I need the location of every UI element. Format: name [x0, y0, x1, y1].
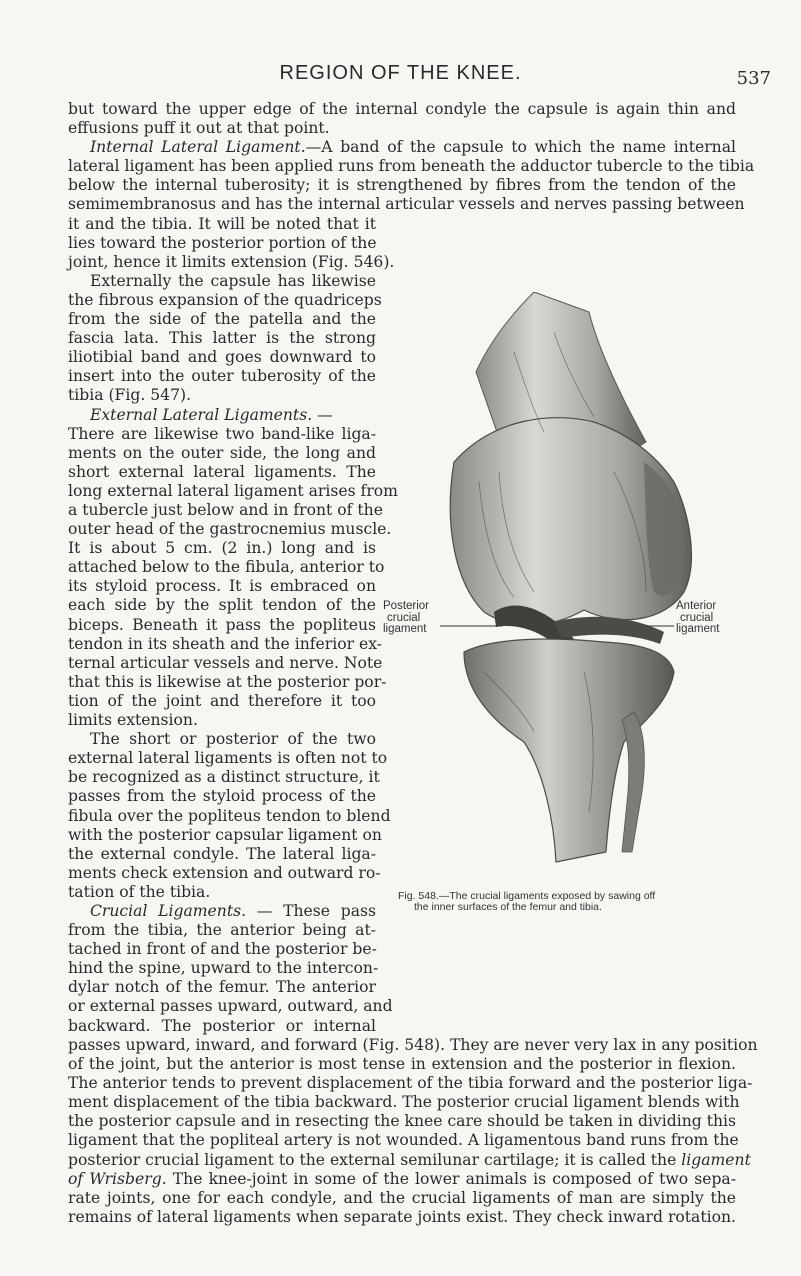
text-line: that this is likewise at the posterior por-: [68, 672, 387, 691]
text-line: iliotibial band and goes downward to: [68, 348, 376, 367]
knee-illustration: [384, 292, 736, 904]
label-line: crucial: [387, 611, 421, 624]
text-line: ternal articular vessels and nerve. Note: [68, 653, 383, 672]
text-line: hind the spine, upward to the intercon-: [68, 959, 379, 978]
text-line: limits extension.: [68, 711, 198, 730]
text-line: long external lateral ligament arises from: [68, 481, 398, 500]
label-line: Posterior: [383, 600, 430, 612]
figure-caption: [398, 891, 748, 913]
text-line: tation of the tibia.: [68, 882, 211, 901]
fibula: [622, 712, 644, 852]
text-line: the posterior capsule and in resecting the knee care should be taken in dividing this: [68, 1112, 736, 1131]
section-heading-external: External Lateral Ligaments.: [90, 405, 313, 424]
text-line: ments on the outer side, the long and: [68, 443, 376, 462]
text-line: ligament that the popliteal artery is not wounded. A ligamentous band runs from the: [68, 1131, 739, 1150]
text-line: rate joints, one for each condyle, and the crucial ligaments of man are simply the: [68, 1188, 736, 1207]
text-line: [68, 1170, 736, 1189]
text-line: biceps. Beneath it pass the popliteus: [68, 615, 376, 634]
text-line: but toward the upper edge of the internal condyle the capsule is again thin and: [68, 100, 736, 118]
text-line: attached below to the fibula, anterior to: [68, 558, 385, 577]
text-line: the external condyle. The lateral liga-: [68, 844, 376, 863]
text-line: fascia lata. This latter is the strong: [68, 329, 376, 348]
text-line: tibia (Fig. 547).: [68, 386, 192, 405]
caption-line: Fig. 548.—The crucial ligaments exposed by sawing off: [398, 890, 656, 902]
text-line: The short or posterior of the two: [90, 730, 376, 749]
text-line: its styloid process. It is embraced on: [68, 577, 376, 596]
text-line: lies toward the posterior portion of the: [68, 233, 377, 252]
text-fragment: —A band of the capsule to which the name internal: [305, 138, 737, 157]
text-fragment: . The knee-joint in some of the lower animals is composed of two sepa-: [161, 1169, 736, 1188]
text-line: semimembranosus and has the internal articular vessels and nerves passing between: [68, 195, 745, 214]
text-line: [68, 902, 376, 921]
text-line: [68, 138, 736, 157]
page-number: 537: [736, 68, 771, 89]
italic-term-wrisberg: of Wrisberg: [68, 1169, 162, 1188]
text-line: There are likewise two band-like liga-: [68, 424, 376, 443]
top-text-block: [68, 100, 755, 215]
text-line: remains of lateral ligaments when separate joints exist. They check inward rotation.: [68, 1207, 736, 1226]
text-line: each side by the split tendon of the: [68, 596, 376, 615]
section-heading-crucial: Crucial Ligaments.: [90, 901, 247, 920]
text-line: with the posterior capsular ligament on: [68, 825, 382, 844]
text-line: the fibrous expansion of the quadriceps: [68, 290, 382, 309]
text-line: below the internal tuberosity; it is strengthened by fibres from the tendon of the: [68, 176, 736, 195]
running-header: [0, 62, 801, 88]
text-line: joint, hence it limits extension (Fig. 546).: [68, 252, 395, 271]
text-line: [68, 1150, 751, 1170]
text-line: tion of the joint and therefore it too: [68, 691, 376, 710]
text-line: Externally the capsule has likewise: [90, 271, 376, 290]
text-line: It is about 5 cm. (2 in.) long and is: [68, 539, 376, 558]
text-line: fibula over the popliteus tendon to blend: [68, 806, 391, 825]
text-line: external lateral ligaments is often not to: [68, 749, 388, 768]
text-line: of the joint, but the anterior is most tense in extension and the posterior in flexion.: [68, 1055, 736, 1074]
text-fragment: —: [312, 405, 333, 424]
text-line: from the side of the patella and the: [68, 310, 376, 329]
text-fragment: posterior crucial ligament to the external semilunar cartilage; it is called the: [68, 1150, 682, 1169]
text-line: lateral ligament has been applied runs from beneath the adductor tubercle to the tibia: [68, 157, 755, 176]
text-line: a tubercle just below and in front of the: [68, 501, 383, 519]
text-line: effusions puff it out at that point.: [68, 119, 330, 138]
text-line: insert into the outer tuberosity of the: [68, 367, 376, 386]
label-line: crucial: [680, 611, 714, 624]
text-line: The anterior tends to prevent displacement of the tibia forward and the posterior liga-: [68, 1074, 753, 1093]
italic-term-ligament: ligament: [681, 1150, 751, 1169]
text-line: or external passes upward, outward, and: [68, 997, 393, 1016]
label-line: Anterior: [676, 600, 717, 612]
text-line: dylar notch of the femur. The anterior: [68, 978, 376, 997]
text-line: passes from the styloid process of the: [68, 787, 376, 806]
text-line: [68, 406, 376, 425]
text-line: from the tibia, the anterior being at-: [68, 921, 376, 940]
text-line: be recognized as a distinct structure, it: [68, 768, 380, 787]
label-line: ligament: [383, 623, 427, 635]
label-posterior-crucial: [383, 601, 429, 636]
text-line: tendon in its sheath and the inferior ex-: [68, 634, 383, 653]
text-line: backward. The posterior or internal: [68, 1016, 376, 1035]
label-anterior-crucial: [676, 601, 719, 636]
label-line: ligament: [676, 623, 720, 635]
text-line: ments check extension and outward ro-: [68, 863, 381, 882]
text-line: short external lateral ligaments. The: [68, 462, 376, 481]
knee-figure: [384, 292, 736, 904]
text-line: tached in front of and the posterior be-: [68, 940, 377, 959]
text-line: outer head of the gastrocnemius muscle.: [68, 520, 392, 539]
column-text-block: [68, 214, 398, 1036]
text-line: it and the tibia. It will be noted that it: [68, 214, 376, 233]
bottom-text-block: [68, 1036, 758, 1227]
text-line: passes upward, inward, and forward (Fig. 548). They are never very lax in any position: [68, 1036, 758, 1054]
section-heading-internal: Internal Lateral Ligament.: [90, 138, 306, 157]
caption-line: the inner surfaces of the femur and tibia.: [414, 901, 602, 913]
running-head: REGION OF THE KNEE.: [279, 62, 522, 84]
text-fragment: — These pass: [246, 901, 376, 920]
text-line: ment displacement of the tibia backward. The posterior crucial ligament blends with: [68, 1093, 740, 1112]
